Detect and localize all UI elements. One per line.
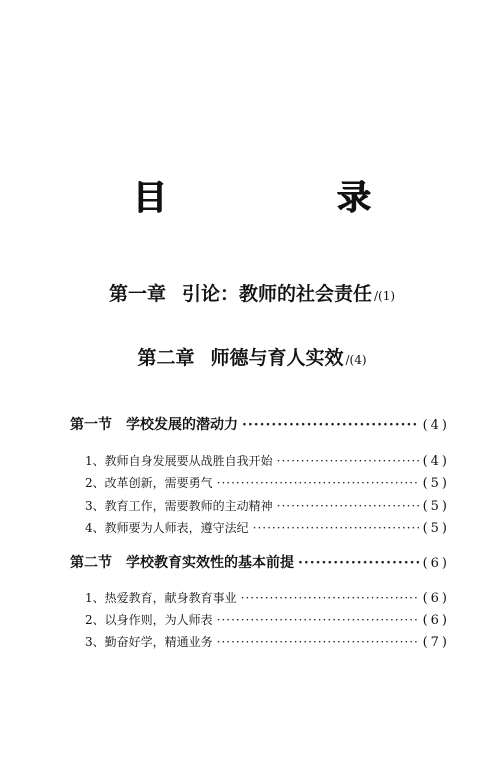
toc-item[interactable] [85,519,450,536]
leader-dots [242,417,419,433]
section-title: 学校发展的潜动力 [126,417,238,433]
leader-dots [217,476,419,490]
chapter-number: 第一章 [108,283,166,305]
chapter-title: 师德与育人实效 [210,347,344,369]
chapter-page: /(4) [345,353,367,367]
toc-item-label: 2、以身作则，为人师表 [85,613,213,627]
chapter-number: 第二章 [137,347,195,369]
chapter-title: 引论：教师的社会责任 [181,283,372,305]
toc-item-label: 2、改革创新，需要勇气 [85,476,213,490]
section-number: 第二节 [70,555,112,571]
toc-item-label: 4、教师要为人师表，遵守法纪 [85,521,249,535]
section-number: 第一节 [70,417,112,433]
toc-item-label: 1、热爱教育，献身教育事业 [85,591,237,605]
toc-item-page: (7) [422,635,450,650]
toc-item-label: 3、教育工作，需要教师的主动精神 [85,499,273,513]
toc-item[interactable] [85,589,450,606]
section-2-entry[interactable] [70,552,450,572]
chapter-2-heading[interactable] [0,345,504,373]
toc-item-label: 3、勤奋好学，精通业务 [85,635,213,649]
leader-dots [277,454,419,468]
toc-item-page: (6) [422,591,450,606]
toc-item-page: (6) [422,613,450,628]
section-page: (6) [422,556,450,571]
toc-item[interactable] [85,452,450,469]
leader-dots [217,613,419,627]
section-page: (4) [422,418,450,433]
page-title: 目 录 [133,178,439,218]
chapter-page: /(1) [373,289,396,303]
leader-dots [277,499,419,513]
toc-item[interactable] [85,474,450,491]
toc-item[interactable] [85,633,450,650]
chapter-1-heading[interactable] [0,281,504,309]
toc-item[interactable] [85,497,450,514]
leader-dots [253,521,419,535]
toc-item-page: (4) [422,454,450,469]
leader-dots [298,555,419,571]
leader-dots [217,635,419,649]
leader-dots [241,591,419,605]
section-1-entry[interactable] [70,414,450,434]
toc-item-page: (5) [422,499,450,514]
toc-item-page: (5) [422,476,450,491]
toc-item-label: 1、教师自身发展要从战胜自我开始 [85,454,273,468]
toc-item[interactable] [85,611,450,628]
section-title: 学校教育实效性的基本前提 [126,555,294,571]
toc-item-page: (5) [422,521,450,536]
